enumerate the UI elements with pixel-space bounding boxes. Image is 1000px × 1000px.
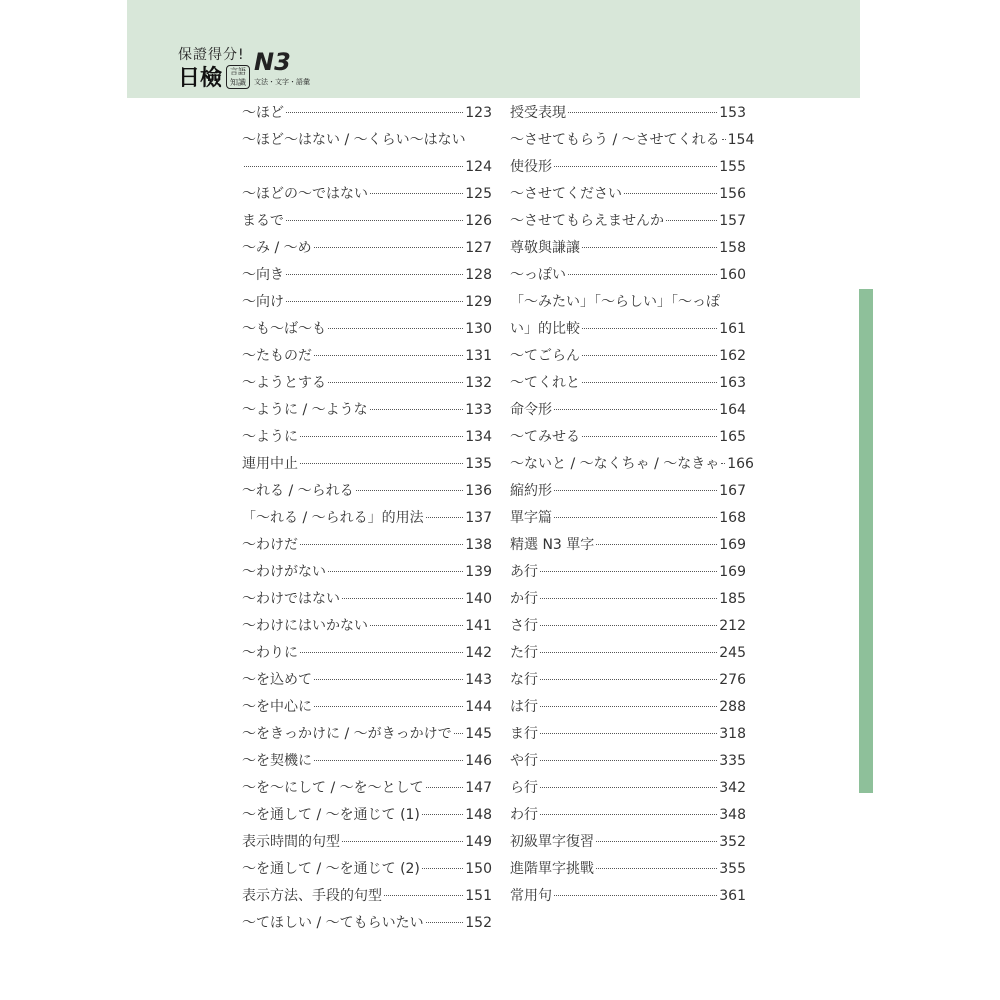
dot-leader — [554, 409, 717, 410]
toc-entry-page: 335 — [719, 753, 746, 769]
dot-leader — [540, 706, 717, 707]
toc-entry[interactable] — [242, 532, 492, 559]
dot-leader — [554, 895, 717, 896]
toc-entry[interactable] — [242, 748, 492, 775]
dot-leader — [370, 409, 464, 410]
toc-entry-page: 127 — [465, 240, 492, 256]
toc-entry[interactable] — [242, 424, 492, 451]
toc-entry[interactable] — [242, 667, 492, 694]
toc-entry[interactable] — [242, 829, 492, 856]
toc-entry-page: 140 — [465, 591, 492, 607]
toc-entry-title: 進階單字挑戰 — [510, 861, 594, 877]
toc-entry-title: ～わけだ — [242, 537, 298, 553]
toc-entry-title: ～わりに — [242, 645, 298, 661]
toc-entry[interactable] — [242, 262, 492, 289]
dot-leader — [328, 328, 463, 329]
dot-leader — [540, 787, 717, 788]
toc-entry[interactable] — [510, 505, 746, 532]
toc-entry-page: 276 — [719, 672, 746, 688]
toc-entry-title: や行 — [510, 753, 538, 769]
toc-entry-page: 144 — [465, 699, 492, 715]
toc-entry-title: ～ほど～はない / ～くらい～はない — [242, 132, 466, 148]
toc-entry-page: 149 — [465, 834, 492, 850]
toc-entry[interactable] — [242, 451, 492, 478]
toc-entry-title: ～向き — [242, 267, 284, 283]
toc-entry-title: 連用中止 — [242, 456, 298, 472]
toc-entry-page: 160 — [719, 267, 746, 283]
toc-entry-title: ～を通して / ～を通じて (2) — [242, 861, 420, 877]
toc-entry-page: 245 — [719, 645, 746, 661]
dot-leader — [286, 112, 463, 113]
toc-entry[interactable] — [510, 100, 746, 127]
toc-entry-title: まるで — [242, 213, 284, 229]
toc-entry-page: 130 — [465, 321, 492, 337]
toc-entry[interactable] — [510, 559, 746, 586]
dot-leader — [328, 382, 463, 383]
dot-leader — [540, 760, 717, 761]
toc-entry-title: 尊敬與謙讓 — [510, 240, 580, 256]
toc-entry-page: 123 — [465, 105, 492, 121]
toc-entry-title: た行 — [510, 645, 538, 661]
toc-entry[interactable] — [510, 694, 746, 721]
toc-entry-title: 命令形 — [510, 402, 552, 418]
toc-entry-page: 142 — [465, 645, 492, 661]
toc-entry-page: 158 — [719, 240, 746, 256]
toc-entry-page: 154 — [727, 132, 755, 148]
dot-leader — [286, 301, 463, 302]
toc-entry[interactable] — [510, 127, 755, 154]
dot-leader — [596, 868, 717, 869]
toc-entry[interactable] — [242, 559, 492, 586]
toc-entry-page: 169 — [719, 537, 746, 553]
toc-entry-page: 348 — [719, 807, 746, 823]
toc-entry[interactable] — [510, 424, 746, 451]
dot-leader — [422, 868, 463, 869]
dot-leader — [568, 112, 717, 113]
toc-entry-page: 168 — [719, 510, 746, 526]
toc-entry-page: 147 — [465, 780, 492, 796]
toc-entry-page: 342 — [719, 780, 746, 796]
dot-leader — [370, 193, 463, 194]
toc-entry-page: 165 — [719, 429, 746, 445]
toc-entry-title: ～を中心に — [242, 699, 312, 715]
toc-entry-title: ～み / ～め — [242, 240, 312, 256]
toc-entry[interactable] — [242, 586, 492, 613]
toc-entry[interactable] — [242, 640, 492, 667]
toc-right-column — [510, 100, 755, 910]
toc-entry-page: 124 — [465, 159, 492, 175]
toc-entry[interactable] — [510, 451, 754, 478]
toc-entry-page: 150 — [465, 861, 492, 877]
toc-entry-title: さ行 — [510, 618, 538, 634]
dot-leader — [624, 193, 717, 194]
toc-entry-title: ～をきっかけに / ～がきっかけで — [242, 726, 452, 742]
toc-entry-title: ～れる / ～られる — [242, 483, 354, 499]
toc-entry-page: 136 — [465, 483, 492, 499]
dot-leader — [540, 571, 717, 572]
toc-entry-title: 授受表現 — [510, 105, 566, 121]
dot-leader — [582, 328, 717, 329]
toc-entry-title: 常用句 — [510, 888, 552, 904]
toc-entry[interactable] — [510, 235, 746, 262]
toc-entry-page: 163 — [719, 375, 746, 391]
brand-sub: 文法・文字・語彙 — [254, 78, 310, 86]
toc-entry-title: 「～みたい」「～らしい」「～っぽ — [510, 294, 720, 310]
toc-entry-title: ～たものだ — [242, 348, 312, 364]
toc-entry-page: 169 — [719, 564, 746, 580]
dot-leader — [286, 274, 463, 275]
toc-entry-title: ～ほどの～ではない — [242, 186, 368, 202]
dot-leader — [554, 517, 717, 518]
toc-entry-page: 156 — [719, 186, 746, 202]
toc-left-column — [242, 100, 492, 937]
toc-entry[interactable] — [242, 397, 492, 424]
toc-entry-page: 139 — [465, 564, 492, 580]
dot-leader — [721, 463, 725, 464]
toc-entry-page: 133 — [465, 402, 492, 418]
dot-leader — [540, 733, 717, 734]
toc-entry[interactable] — [510, 775, 746, 802]
brand-level: N3 — [254, 48, 291, 76]
toc-entry-page: 132 — [465, 375, 492, 391]
toc-entry-title: な行 — [510, 672, 538, 688]
toc-entry[interactable] — [242, 478, 492, 505]
dot-leader — [244, 166, 463, 167]
toc-entry-title: ～わけにはいかない — [242, 618, 368, 634]
toc-entry[interactable] — [510, 748, 746, 775]
dot-leader — [582, 247, 717, 248]
dot-leader — [666, 220, 717, 221]
toc-entry-page: 126 — [465, 213, 492, 229]
toc-entry-title: ～てみせる — [510, 429, 580, 445]
toc-entry-page: 145 — [465, 726, 492, 742]
toc-entry[interactable] — [242, 289, 492, 316]
dot-leader — [596, 841, 717, 842]
dot-leader — [342, 841, 463, 842]
dot-leader — [300, 436, 463, 437]
dot-leader — [540, 598, 717, 599]
toc-entry-page: 137 — [465, 510, 492, 526]
toc-entry-title: ま行 — [510, 726, 538, 742]
dot-leader — [426, 922, 464, 923]
toc-entry-title: ～ないと / ～なくちゃ / ～なきゃ — [510, 456, 720, 472]
dot-leader — [314, 760, 463, 761]
toc-entry-page: 143 — [465, 672, 492, 688]
toc-entry-page: 153 — [719, 105, 746, 121]
dot-leader — [568, 274, 717, 275]
toc-entry[interactable] — [242, 154, 492, 181]
toc-entry-title: ～ように / ～ような — [242, 402, 368, 418]
toc-entry-title: ～を契機に — [242, 753, 312, 769]
toc-entry[interactable] — [510, 532, 746, 559]
toc-entry-page: 138 — [465, 537, 492, 553]
toc-entry-title: ～ほど — [242, 105, 284, 121]
toc-entry-page: 352 — [719, 834, 746, 850]
toc-entry[interactable] — [510, 721, 746, 748]
toc-entry-title: ～わけではない — [242, 591, 340, 607]
dot-leader — [454, 733, 464, 734]
toc-entry-title: ～てくれと — [510, 375, 580, 391]
toc-entry[interactable] — [242, 100, 492, 127]
toc-entry-page: 129 — [465, 294, 492, 310]
dot-leader — [422, 814, 463, 815]
toc-entry[interactable] — [510, 154, 746, 181]
toc-entry-title: か行 — [510, 591, 538, 607]
toc-entry-page: 318 — [719, 726, 746, 742]
toc-entry-title: ～を～にして / ～を～として — [242, 780, 424, 796]
dot-leader — [540, 652, 717, 653]
toc-entry-page: 141 — [465, 618, 492, 634]
toc-entry[interactable] — [510, 316, 746, 343]
toc-entry-title: は行 — [510, 699, 538, 715]
toc-entry[interactable] — [510, 856, 746, 883]
dot-leader — [314, 679, 463, 680]
toc-entry[interactable] — [242, 370, 492, 397]
dot-leader — [300, 652, 463, 653]
dot-leader — [582, 355, 717, 356]
dot-leader — [314, 247, 464, 248]
toc-entry[interactable] — [242, 343, 492, 370]
toc-entry[interactable] — [242, 127, 492, 154]
toc-entry-page: 185 — [719, 591, 746, 607]
toc-entry-title: 單字篇 — [510, 510, 552, 526]
toc-entry-title: ～ように — [242, 429, 298, 445]
toc-entry[interactable] — [510, 289, 746, 316]
toc-entry[interactable] — [242, 208, 492, 235]
dot-leader — [384, 895, 463, 896]
toc-entry[interactable] — [242, 613, 492, 640]
toc-entry-title: あ行 — [510, 564, 538, 580]
book-logo — [178, 44, 338, 94]
toc-entry-title: ら行 — [510, 780, 538, 796]
dot-leader — [554, 490, 717, 491]
dot-leader — [314, 706, 463, 707]
toc-entry-title: 精選 N3 單字 — [510, 537, 595, 553]
toc-entry[interactable] — [510, 478, 746, 505]
dot-leader — [370, 625, 463, 626]
dot-leader — [540, 679, 717, 680]
toc-entry[interactable] — [242, 910, 492, 937]
toc-entry-title: ～ようとする — [242, 375, 326, 391]
toc-entry[interactable] — [242, 235, 492, 262]
toc-entry-page: 134 — [465, 429, 492, 445]
dot-leader — [540, 625, 717, 626]
toc-entry[interactable] — [510, 370, 746, 397]
toc-entry-page: 212 — [719, 618, 746, 634]
toc-entry[interactable] — [510, 397, 746, 424]
dot-leader — [582, 382, 717, 383]
toc-entry-page: 125 — [465, 186, 492, 202]
toc-entry-page: 131 — [465, 348, 492, 364]
toc-entry-page: 157 — [719, 213, 746, 229]
toc-entry[interactable] — [242, 721, 492, 748]
toc-entry[interactable] — [510, 613, 746, 640]
dot-leader — [582, 436, 717, 437]
toc-entry-title: ～てごらん — [510, 348, 580, 364]
toc-entry-title: 表示時間的句型 — [242, 834, 340, 850]
toc-entry[interactable] — [242, 181, 492, 208]
toc-entry-page: 166 — [727, 456, 754, 472]
toc-entry-title: 表示方法、手段的句型 — [242, 888, 382, 904]
toc-entry-page: 155 — [719, 159, 746, 175]
toc-entry-title: 縮約形 — [510, 483, 552, 499]
toc-entry[interactable] — [510, 802, 746, 829]
toc-entry[interactable] — [510, 262, 746, 289]
dot-leader — [286, 220, 463, 221]
toc-entry-page: 164 — [719, 402, 746, 418]
toc-entry[interactable] — [242, 883, 492, 910]
toc-entry-page: 146 — [465, 753, 492, 769]
toc-entry[interactable] — [242, 775, 492, 802]
toc-entry[interactable] — [510, 586, 746, 613]
toc-entry-page: 162 — [719, 348, 746, 364]
toc-entry-title: ～てほしい / ～てもらいたい — [242, 915, 424, 931]
toc-entry[interactable] — [510, 829, 746, 856]
toc-entry-title: い」的比較 — [510, 321, 580, 337]
toc-entry[interactable] — [242, 856, 492, 883]
dot-leader — [356, 490, 464, 491]
toc-entry[interactable] — [510, 208, 746, 235]
brand-main: 日檢 — [178, 66, 223, 91]
brand-badge: 言語知識 — [226, 65, 250, 89]
side-tab — [859, 289, 873, 793]
toc-entry[interactable] — [510, 640, 746, 667]
toc-entry-title: ～を込めて — [242, 672, 312, 688]
toc-entry-title: 「～れる / ～られる」的用法 — [242, 510, 424, 526]
toc-entry-title: 使役形 — [510, 159, 552, 175]
toc-entry-title: 初級單字復習 — [510, 834, 594, 850]
toc-entry[interactable] — [242, 802, 492, 829]
dot-leader — [722, 139, 726, 140]
toc-entry[interactable] — [510, 343, 746, 370]
toc-entry-title: ～させてもらう / ～させてくれる — [510, 132, 720, 148]
dot-leader — [300, 463, 463, 464]
dot-leader — [426, 787, 464, 788]
toc-entry[interactable] — [510, 181, 746, 208]
toc-entry[interactable] — [242, 694, 492, 721]
dot-leader — [596, 544, 717, 545]
toc-entry[interactable] — [242, 316, 492, 343]
toc-entry-page: 288 — [719, 699, 746, 715]
toc-entry[interactable] — [510, 667, 746, 694]
toc-entry-page: 167 — [719, 483, 746, 499]
toc-entry-page: 128 — [465, 267, 492, 283]
toc-entry-title: ～させてください — [510, 186, 622, 202]
toc-entry-title: ～向け — [242, 294, 284, 310]
toc-entry-title: ～させてもらえませんか — [510, 213, 664, 229]
toc-entry-title: ～を通して / ～を通じて (1) — [242, 807, 420, 823]
brand-top: 保證得分! — [178, 47, 245, 63]
toc-entry-page: 355 — [719, 861, 746, 877]
toc-entry-title: わ行 — [510, 807, 538, 823]
dot-leader — [554, 166, 717, 167]
toc-entry[interactable] — [510, 883, 746, 910]
dot-leader — [540, 814, 717, 815]
toc-entry-page: 151 — [465, 888, 492, 904]
toc-entry[interactable] — [242, 505, 492, 532]
dot-leader — [300, 544, 463, 545]
dot-leader — [426, 517, 464, 518]
dot-leader — [314, 355, 463, 356]
toc-entry-title: ～わけがない — [242, 564, 326, 580]
dot-leader — [342, 598, 463, 599]
toc-entry-page: 161 — [719, 321, 746, 337]
dot-leader — [328, 571, 463, 572]
toc-entry-page: 152 — [465, 915, 492, 931]
toc-entry-title: ～も～ば～も — [242, 321, 326, 337]
toc-entry-page: 135 — [465, 456, 492, 472]
toc-entry-page: 361 — [719, 888, 746, 904]
toc-entry-page: 148 — [465, 807, 492, 823]
toc-entry-title: ～っぽい — [510, 267, 566, 283]
